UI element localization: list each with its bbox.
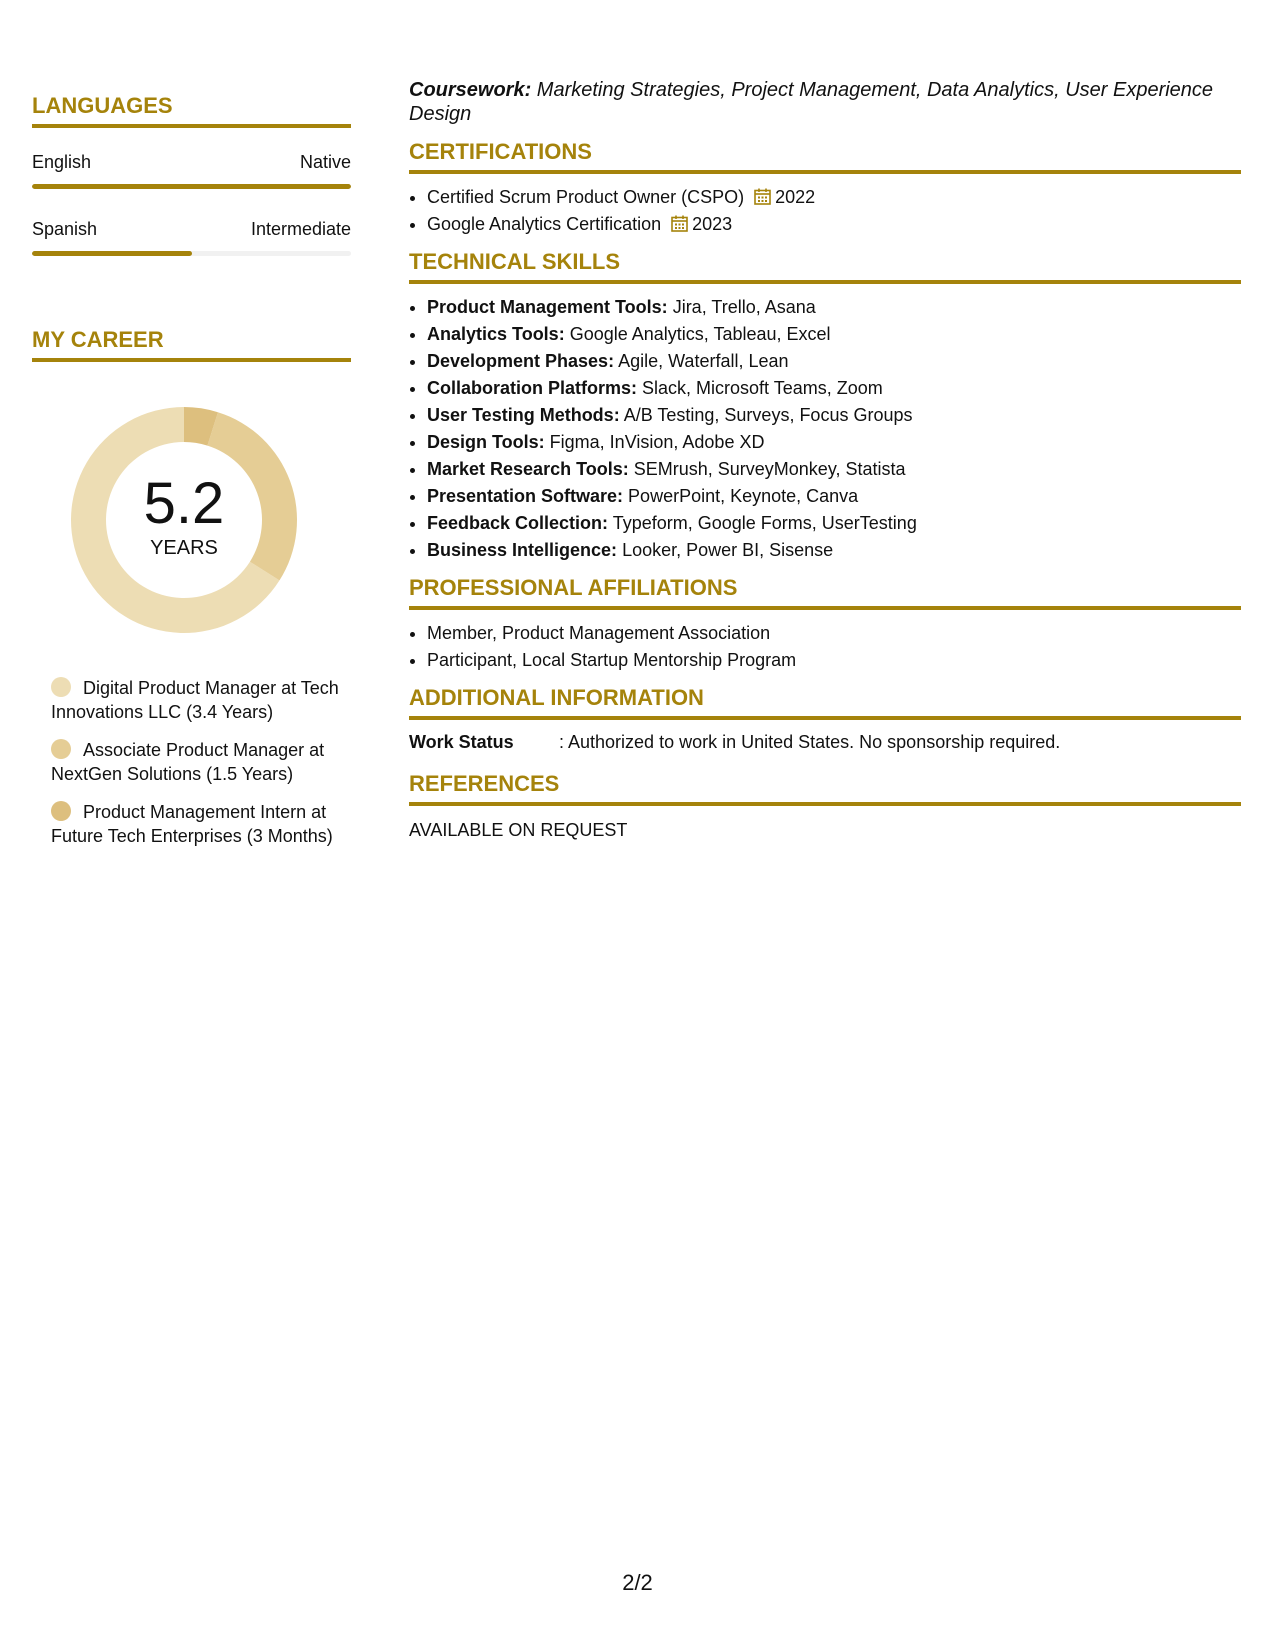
affiliation-item: • Participant, Local Startup Mentorship Program [427, 647, 1241, 674]
work-status-label: Work Status [409, 732, 514, 752]
language-name: English [32, 152, 92, 172]
calendar-icon [754, 188, 771, 205]
certification-name: Google Analytics Certification [427, 214, 662, 234]
certification-item [427, 211, 1241, 238]
skill-item [427, 348, 1241, 375]
skill-label: Development Phases: [427, 351, 615, 371]
affiliation-item: • Member, Product Management Association [427, 620, 1241, 647]
career-legend [32, 676, 351, 848]
language-level: Native [299, 152, 351, 172]
skill-value: Jira, Trello, Asana [667, 297, 816, 317]
certification-year: 2023 [692, 214, 733, 234]
skill-value: Agile, Waterfall, Lean [614, 351, 789, 371]
languages-title: LANGUAGES [32, 92, 351, 128]
affiliations-title: PROFESSIONAL AFFILIATIONS [409, 574, 1241, 610]
skill-value: Typeform, Google Forms, UserTesting [608, 513, 917, 533]
right-column [409, 78, 1241, 842]
legend-dot [51, 801, 71, 821]
coursework-label: Coursework: [409, 79, 532, 101]
references-section [409, 770, 1241, 842]
skill-item [427, 483, 1241, 510]
skill-value: PowerPoint, Keynote, Canva [623, 486, 859, 506]
career-legend-item [51, 738, 351, 786]
left-column [32, 92, 351, 862]
skill-item [427, 510, 1241, 537]
page-number: 2/2 [622, 1570, 653, 1595]
career-legend-item [51, 676, 351, 724]
certifications-title: CERTIFICATIONS [409, 138, 1241, 174]
coursework-text: Marketing Strategies, Project Management, Data Analytics, User Experience Design [409, 79, 1214, 125]
skill-label: Feedback Collection: [427, 513, 609, 533]
legend-label: Digital Product Manager at Tech Innovations LLC (3.4 Years) [51, 678, 339, 722]
skill-label: Design Tools: [427, 432, 545, 452]
legend-dot [51, 677, 71, 697]
references-title: REFERENCES [409, 770, 1241, 806]
language-proficiency-bar [32, 251, 351, 256]
additional-info-section [409, 684, 1241, 754]
technical-skills-title: TECHNICAL SKILLS [409, 248, 1241, 284]
career-total-years: 5.2 [143, 471, 225, 536]
career-legend-item [51, 800, 351, 848]
certification-item [427, 184, 1241, 211]
skill-label: User Testing Methods: [427, 405, 620, 425]
career-total-unit: YEARS [150, 537, 218, 559]
skill-item [427, 402, 1241, 429]
skill-item [427, 294, 1241, 321]
work-status-value: : Authorized to work in United States. No sponsorship required. [559, 732, 1061, 752]
skill-label: Market Research Tools: [427, 459, 629, 479]
references-text: AVAILABLE ON REQUEST [409, 820, 628, 840]
skill-label: Collaboration Platforms: [427, 378, 638, 398]
language-item-spanish [32, 217, 351, 256]
calendar-icon [671, 215, 688, 232]
certification-name: Certified Scrum Product Owner (CSPO) [427, 187, 745, 207]
skill-value: Figma, InVision, Adobe XD [544, 432, 765, 452]
skill-value: Google Analytics, Tableau, Excel [564, 324, 831, 344]
language-proficiency-bar [32, 184, 351, 189]
work-status-row [409, 730, 1241, 754]
skill-label: Presentation Software: [427, 486, 624, 506]
technical-skills-section [409, 248, 1241, 564]
affiliations-section [409, 574, 1241, 674]
language-proficiency-fill [32, 251, 192, 256]
coursework [409, 78, 1241, 126]
certifications-section [409, 138, 1241, 238]
language-item-english [32, 150, 351, 189]
language-name: Spanish [32, 219, 98, 239]
career-donut-chart [64, 400, 304, 640]
language-level: Intermediate [250, 219, 351, 239]
skill-item [427, 375, 1241, 402]
skill-value: SEMrush, SurveyMonkey, Statista [628, 459, 906, 479]
skill-item [427, 456, 1241, 483]
certification-year: 2022 [775, 187, 816, 207]
skill-label: Analytics Tools: [427, 324, 565, 344]
skill-value: Slack, Microsoft Teams, Zoom [637, 378, 883, 398]
skill-label: Business Intelligence: [427, 540, 618, 560]
skill-value: A/B Testing, Surveys, Focus Groups [619, 405, 913, 425]
legend-dot [51, 739, 71, 759]
skill-item [427, 321, 1241, 348]
career-title: MY CAREER [32, 326, 351, 362]
legend-label: Product Management Intern at Future Tech Enterprises (3 Months) [51, 802, 333, 846]
skill-label: Product Management Tools: [427, 297, 668, 317]
language-proficiency-fill [32, 184, 351, 189]
skill-item [427, 537, 1241, 564]
additional-info-title: ADDITIONAL INFORMATION [409, 684, 1241, 720]
skill-item [427, 429, 1241, 456]
skill-value: Looker, Power BI, Sisense [617, 540, 834, 560]
legend-label: Associate Product Manager at NextGen Solutions (1.5 Years) [51, 740, 325, 784]
